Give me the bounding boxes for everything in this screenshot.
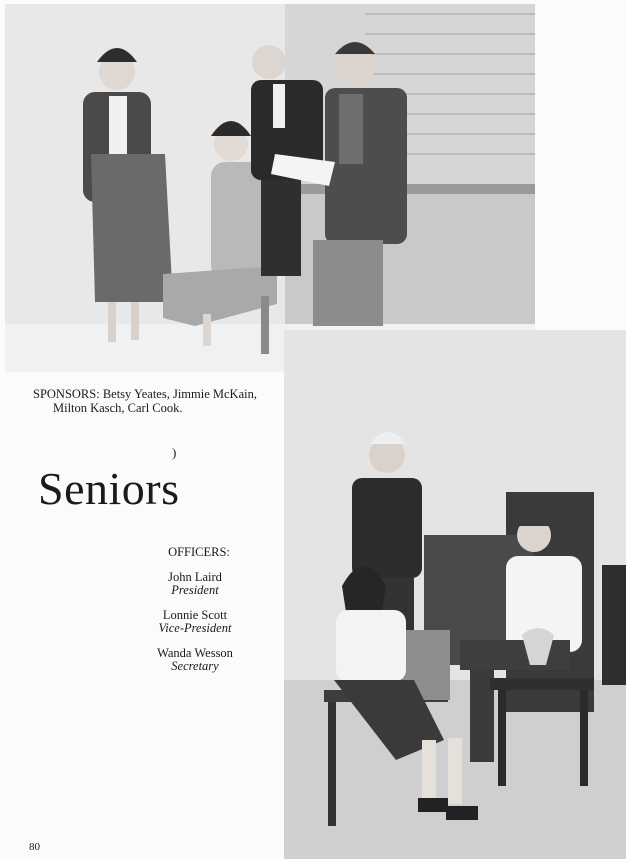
officer-entry	[130, 609, 260, 635]
sponsors-line-2: Milton Kasch, Carl Cook.	[53, 401, 183, 415]
sponsors-photo	[5, 4, 535, 372]
sponsors-caption	[33, 387, 273, 415]
section-title: Seniors	[38, 463, 180, 514]
officer-name: Wanda Wesson	[157, 646, 233, 660]
page-number: 80	[29, 841, 40, 853]
officer-role: President	[171, 583, 219, 597]
officers-list	[130, 546, 260, 685]
officers-heading: OFFICERS:	[168, 545, 230, 559]
officer-entry	[130, 647, 260, 673]
officer-entry	[130, 571, 260, 597]
decorative-mark: )	[172, 445, 177, 460]
sponsors-line-1: SPONSORS: Betsy Yeates, Jimmie McKain,	[33, 387, 257, 401]
officer-role: Vice-President	[158, 621, 232, 635]
officer-role: Secretary	[171, 659, 219, 673]
officers-photo	[284, 330, 626, 859]
officer-name: Lonnie Scott	[162, 608, 228, 622]
officer-name: John Laird	[168, 570, 222, 584]
